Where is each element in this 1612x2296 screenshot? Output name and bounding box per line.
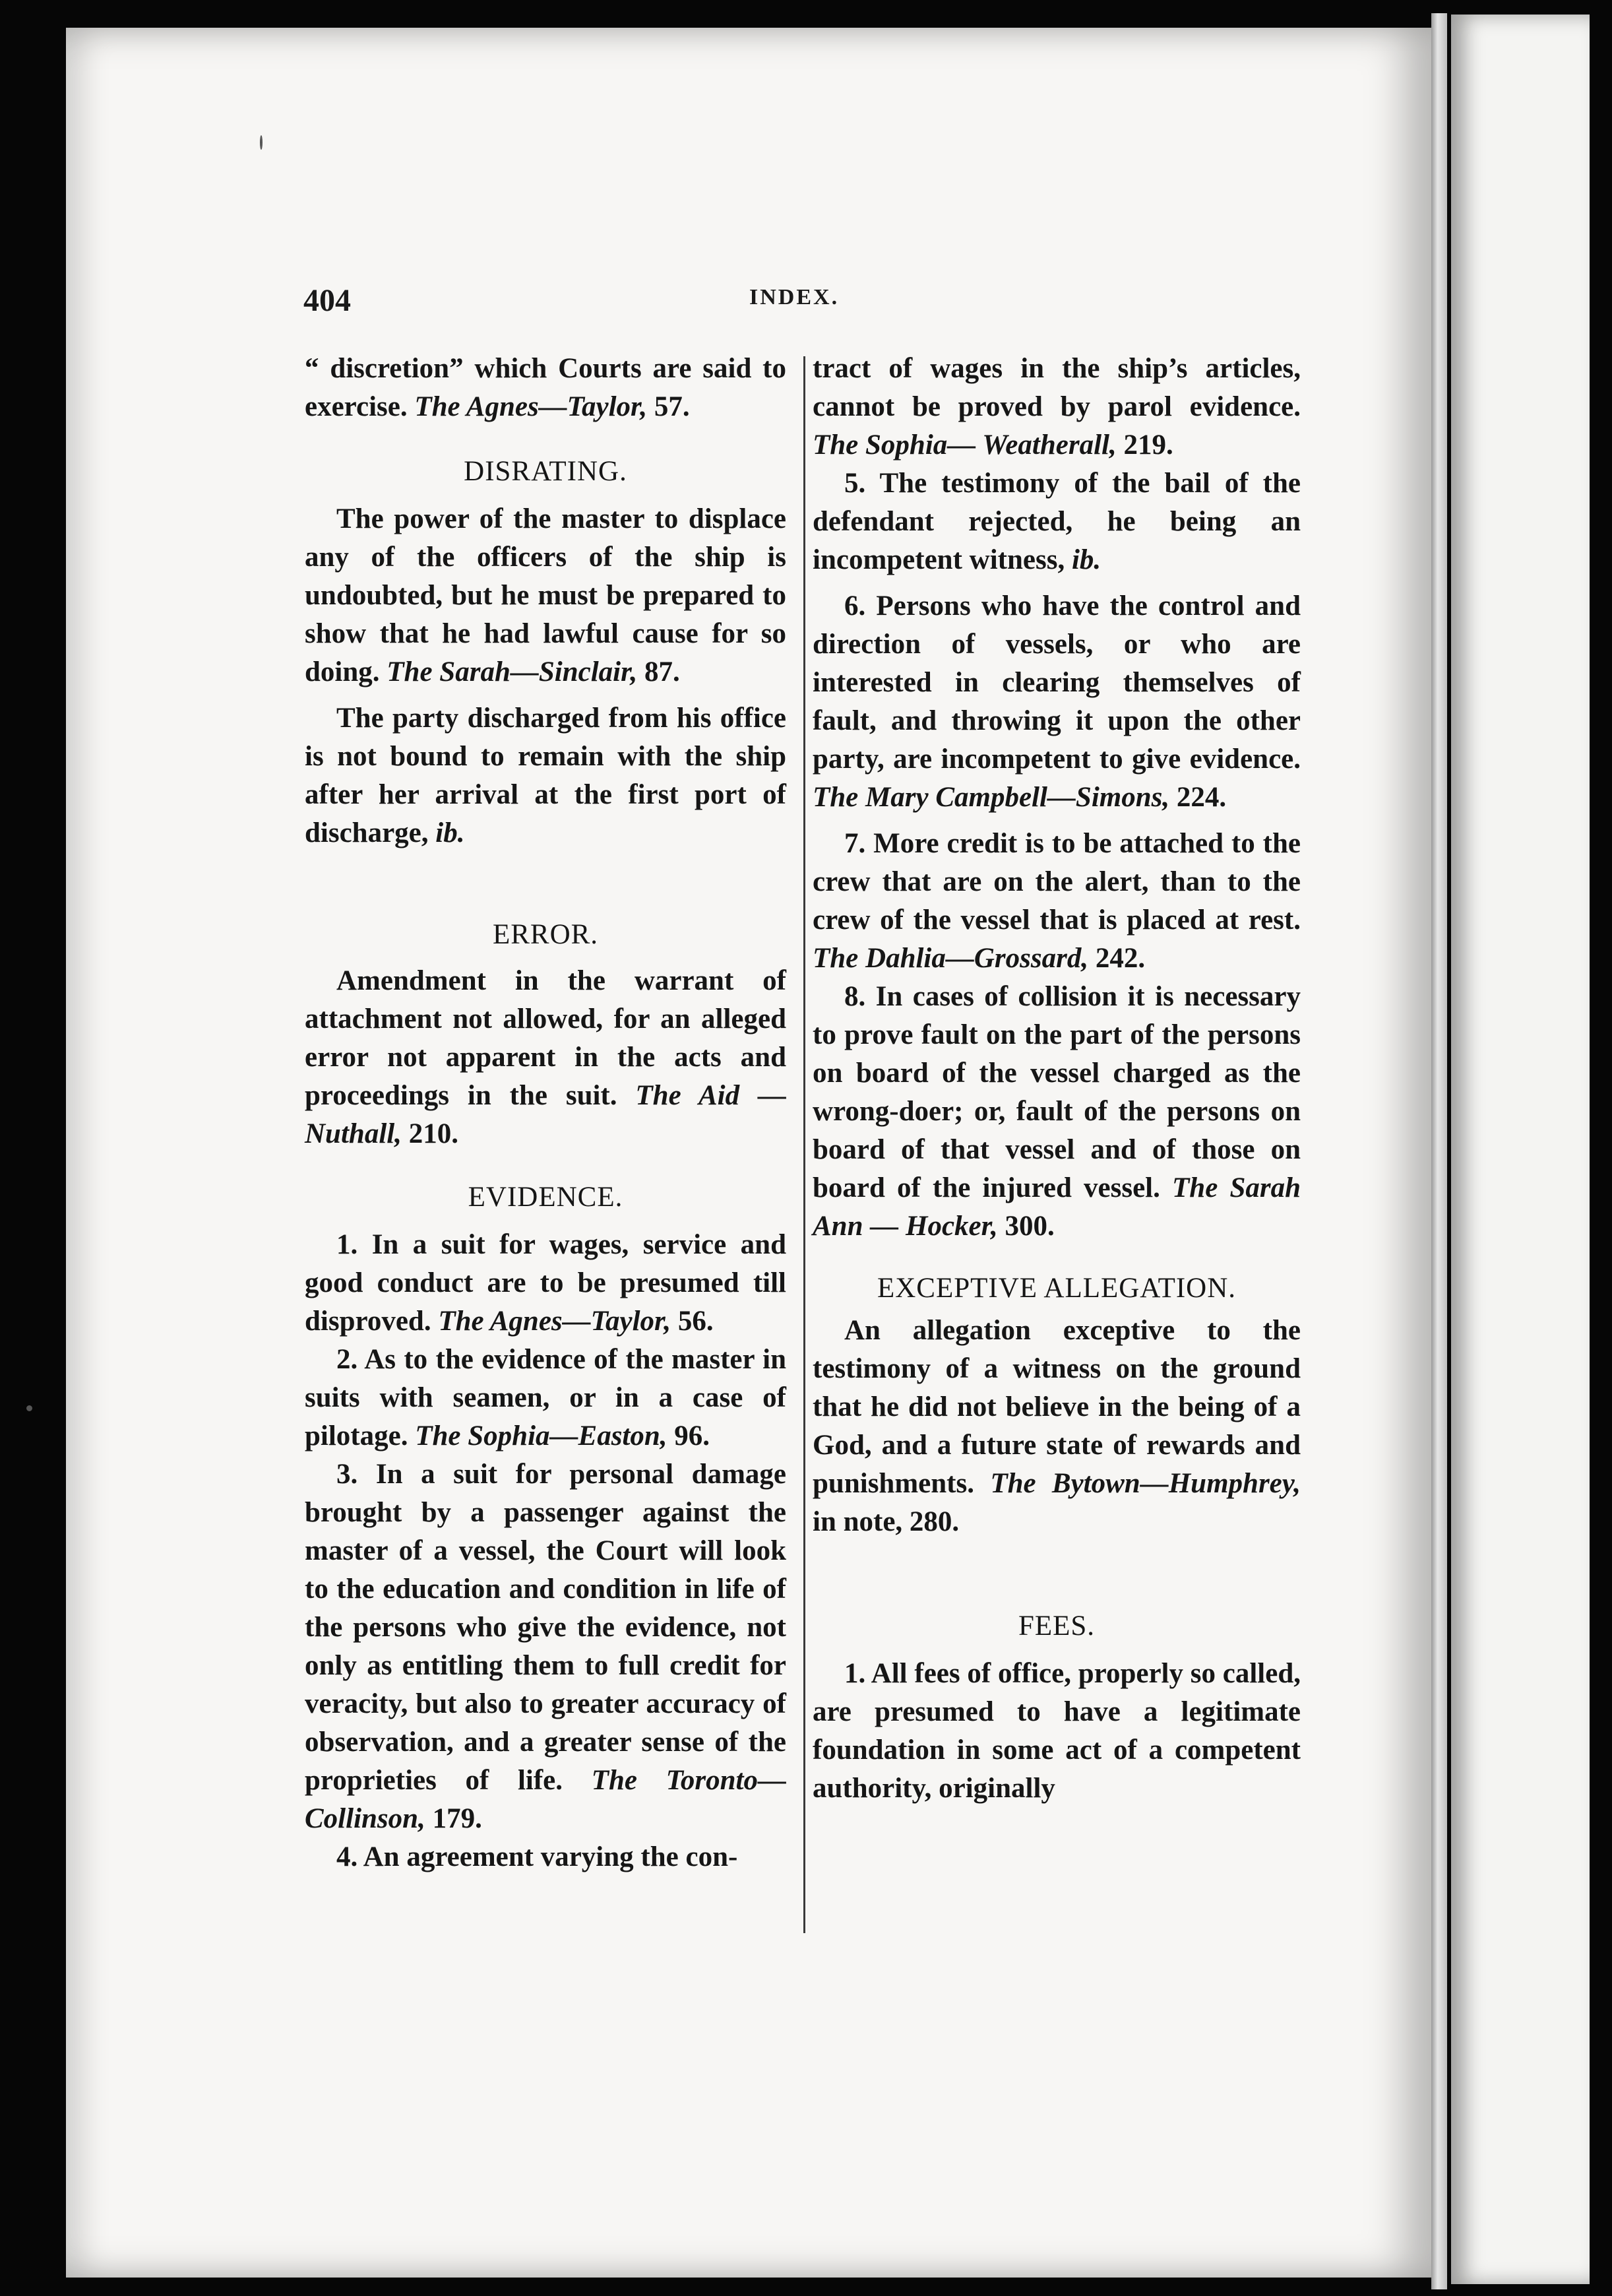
heading-error: ERROR.: [492, 919, 599, 950]
entry-evidence-2: 2. As to the evidence of the master in suits with seamen, or in a case of pilotage. The Sophia—Easton, 96.: [305, 1344, 786, 1451]
entry-evidence-5: 5. The testimony of the bail of the defendant rejected, he being an incompetent witness, ib.: [813, 468, 1301, 575]
entry-disrating-1: The power of the master to displace any of the officers of the ship is undoubted, but he must be prepared to show that he had lawful cause for so doing. The Sarah—Sinclair, 87.: [305, 503, 786, 687]
heading-disrating: DISRATING.: [464, 456, 627, 487]
entry-fees-1: 1. All fees of office, properly so called, are presumed to have a legitimate foundation in some act of a competent authority, originally: [813, 1658, 1301, 1804]
heading-evidence: EVIDENCE.: [468, 1182, 623, 1213]
running-header: INDEX.: [749, 285, 840, 309]
entry-disrating-2: The party discharged from his office is not bound to remain with the ship after her arrival at the first port of discharge, ib.: [305, 703, 786, 848]
entry-evidence-3: 3. In a suit for personal damage brought by a passenger against the master of a vessel, the Court will look to the education and condition in life of the persons who give the evidence, not only as entitling them to full credit for veracity, but also to greater accuracy of observation, and a greater sense of the proprieties of life. The Toronto—Collinson, 179.: [305, 1459, 787, 1834]
left-column: [305, 350, 786, 1876]
entry-evidence-4-cont: tract of wages in the ship’s articles, cannot be proved by parol evidence. The Sophia— Weatherall, 219.: [813, 353, 1301, 461]
entry-exceptive-1: An allegation exceptive to the testimony of a witness on the ground that he did not believe in the being of a God, and a future state of rewards and punishments. The Bytown—Humphrey, in note, 280.: [813, 1315, 1301, 1537]
entry-evidence-7: 7. More credit is to be attached to the crew that are on the alert, than to the crew of the vessel that is placed at rest. The Dahlia—Grossard, 242.: [813, 828, 1301, 974]
scan-speck: [26, 1405, 32, 1411]
entry-continued: “ discretion” which Courts are said to exercise. The Agnes—Taylor, 57.: [305, 353, 786, 422]
entry-evidence-6: 6. Persons who have the control and direction of vessels, or who are interested in clearing themselves of fault, and throwing it upon the other party, are incompetent to give evidence. The Mary Campbell—Simons, 224.: [813, 590, 1301, 813]
scan-speck: [260, 135, 263, 150]
adjacent-page: [1451, 15, 1590, 2284]
column-divider: [803, 356, 805, 1933]
page-number: 404: [303, 283, 351, 318]
entry-evidence-8: 8. In cases of collision it is necessary to prove fault on the part of the persons on board of the vessel charged as the wrong-doer; or, fault of the persons on board of that vessel and of those on board of the injured vessel. The Sarah Ann — Hocker, 300.: [813, 981, 1301, 1242]
right-column: [813, 350, 1301, 1808]
entry-evidence-1: 1. In a suit for wages, service and good conduct are to be presumed till disproved. The Agnes—Taylor, 56.: [305, 1229, 786, 1337]
heading-fees: FEES.: [1018, 1610, 1096, 1642]
entry-evidence-4: 4. An agreement varying the con-: [336, 1841, 738, 1872]
entry-error-1: Amendment in the warrant of attachment not allowed, for an alleged error not apparent in the acts and proceedings in the suit. The Aid —Nuthall, 210.: [305, 965, 786, 1149]
heading-exceptive-allegation: EXCEPTIVE ALLEGATION.: [877, 1273, 1237, 1304]
page-fold: [1431, 13, 1447, 2289]
